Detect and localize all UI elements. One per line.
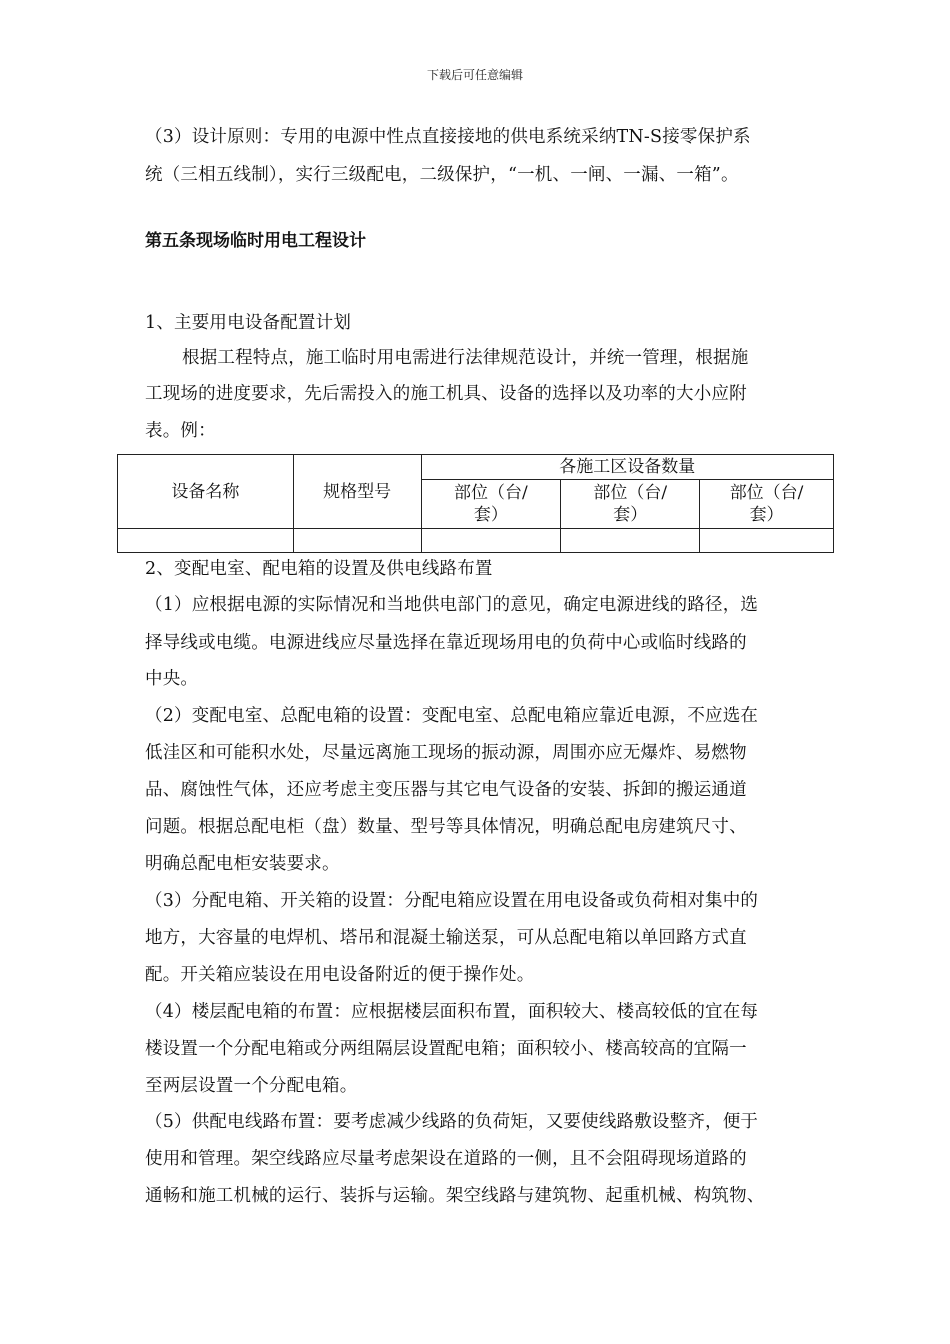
paragraph-line: 工现场的进度要求，先后需投入的施工机具、设备的选择以及功率的大小应附: [145, 384, 747, 404]
subsection-title: 2、变配电室、配电箱的设置及供电线路布置: [145, 559, 493, 579]
paragraph-line: 问题。根据总配电柜（盘）数量、型号等具体情况，明确总配电房建筑尺寸、: [145, 817, 747, 837]
header-line: 部位（台/: [729, 483, 804, 503]
paragraph-line: 明确总配电柜安装要求。: [145, 854, 340, 874]
header-line: 部位（台/: [593, 483, 668, 503]
paragraph-line: 配。开关箱应装设在用电设备附近的便于操作处。: [145, 965, 535, 985]
paragraph-line: （1）应根据电源的实际情况和当地供电部门的意见，确定电源进线的路径，选: [145, 595, 759, 615]
table-cell: [118, 529, 294, 553]
paragraph-line: （4）楼层配电箱的布置：应根据楼层面积布置，面积较大、楼高较低的宜在每: [145, 1002, 759, 1022]
paragraph-line: （2）变配电室、总配电箱的设置：变配电室、总配电箱应靠近电源，不应选在: [145, 706, 759, 726]
paragraph-line: 地方，大容量的电焊机、塔吊和混凝土输送泵，可从总配电箱以单回路方式直: [145, 928, 747, 948]
header-line: 套）: [613, 505, 648, 525]
intro-line: （3）设计原则：专用的电源中性点直接接地的供电系统采纳TN-S接零保护系: [145, 127, 751, 147]
paragraph-line: 择导线或电缆。电源进线应尽量选择在靠近现场用电的负荷中心或临时线路的: [145, 633, 747, 653]
paragraph-line: 通畅和施工机械的运行、装拆与运输。架空线路与建筑物、起重机械、构筑物、: [145, 1186, 765, 1206]
col-header-name: 设备名称: [118, 455, 294, 529]
paragraph-line: 楼设置一个分配电箱或分两组隔层设置配电箱；面积较小、楼高较高的宜隔一: [145, 1039, 747, 1059]
col-header-location: [421, 480, 561, 529]
equipment-table: [117, 454, 834, 553]
paragraph-line: 使用和管理。架空线路应尽量考虑架设在道路的一侧，且不会阻碍现场道路的: [145, 1149, 747, 1169]
intro-line: 统（三相五线制），实行三级配电，二级保护，“一机、一闸、一漏、一箱”。: [145, 165, 739, 185]
paragraph-line: 品、腐蚀性气体，还应考虑主变压器与其它电气设备的安装、拆卸的搬运通道: [145, 780, 747, 800]
col-header-spec: 规格型号: [293, 455, 421, 529]
table-cell: [421, 529, 561, 553]
col-header-location: [561, 480, 700, 529]
paragraph-line: 表。例：: [145, 421, 216, 441]
table-row: [118, 529, 834, 553]
paragraph-line: 中央。: [145, 669, 199, 689]
paragraph-line: 低洼区和可能积水处，尽量远离施工现场的振动源，周围亦应无爆炸、易燃物: [145, 743, 747, 763]
page-header: 下载后可任意编辑: [426, 68, 523, 82]
col-header-group: 各施工区设备数量: [421, 455, 834, 480]
table-cell: [293, 529, 421, 553]
paragraph-line: 至两层设置一个分配电箱。: [145, 1076, 358, 1096]
col-header-location: [700, 480, 834, 529]
table-cell: [700, 529, 834, 553]
paragraph-line: 根据工程特点，施工临时用电需进行法律规范设计，并统一管理，根据施: [182, 348, 749, 368]
header-line: 套）: [749, 505, 784, 525]
subsection-title: 1、主要用电设备配置计划: [145, 313, 352, 333]
table-cell: [561, 529, 700, 553]
paragraph-line: （5）供配电线路布置：要考虑减少线路的负荷矩，又要使线路敷设整齐，便于: [145, 1112, 759, 1132]
section-heading: 第五条现场临时用电工程设计: [145, 231, 366, 251]
paragraph-line: （3）分配电箱、开关箱的设置：分配电箱应设置在用电设备或负荷相对集中的: [145, 891, 759, 911]
header-line: 部位（台/: [454, 483, 528, 503]
header-line: 套）: [473, 505, 508, 525]
